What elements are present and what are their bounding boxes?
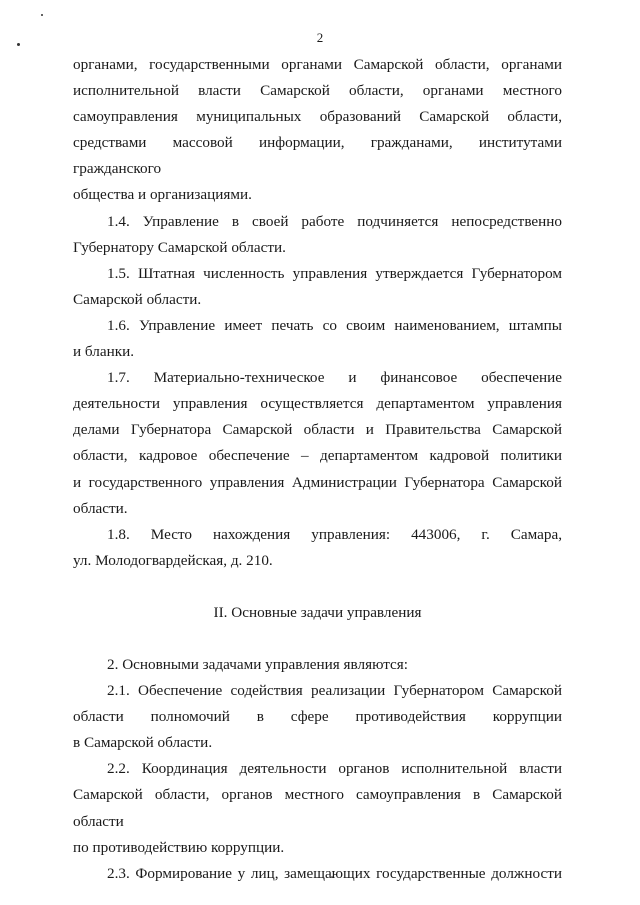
paragraph-2-3 [73, 861, 562, 887]
text-line: Самарской области. [73, 290, 202, 308]
text-line: исполнительной власти Самарской области, органами местного [73, 82, 562, 100]
text-line: самоуправления муниципальных образований Самарской области, [73, 108, 562, 126]
paragraph-continuation [73, 52, 562, 209]
text-line: Самарской области, органов местного самоуправления в Самарской области [73, 786, 562, 830]
text-line: 2.2. Координация деятельности органов исполнительной власти [107, 760, 562, 778]
paragraph-2-2 [73, 756, 562, 860]
text-line: 1.5. Штатная численность управления утверждается Губернатором [107, 264, 562, 282]
text-line: по противодействию коррупции. [73, 838, 285, 856]
paragraph-1-8 [73, 522, 562, 574]
text-line: в Самарской области. [73, 734, 213, 752]
paragraph-2 [73, 652, 562, 678]
document-body [73, 52, 562, 887]
text-line: 1.7. Материально-техническое и финансовое обеспечение [107, 369, 562, 387]
text-line: ул. Молодогвардейская, д. 210. [73, 551, 273, 569]
text-line: деятельности управления осуществляется департаментом управления [73, 395, 562, 413]
paragraph-2-1 [73, 678, 562, 756]
paragraph-1-6 [73, 313, 562, 365]
text-line: области, кадровое обеспечение – департаментом кадровой политики [73, 447, 562, 465]
text-line: делами Губернатора Самарской области и Правительства Самарской [73, 421, 562, 439]
text-line: общества и организациями. [73, 186, 252, 204]
section-heading: II. Основные задачи управления [213, 603, 422, 621]
paragraph-1-5 [73, 261, 562, 313]
text-line: и государственного управления Администрации Губернатора Самарской [73, 473, 562, 491]
text-line: 1.6. Управление имеет печать со своим наименованием, штампы [107, 316, 562, 334]
text-line: и бланки. [73, 343, 135, 361]
text-line: Губернатору Самарской области. [73, 238, 286, 256]
text-line: 2. Основными задачами управления являются: [107, 655, 408, 673]
text-line: 2.1. Обеспечение содействия реализации Губернатором Самарской [107, 682, 562, 700]
text-line: области полномочий в сфере противодействия коррупции [73, 708, 562, 726]
text-line: 1.4. Управление в своей работе подчиняется непосредственно [107, 212, 562, 230]
text-line: 1.8. Место нахождения управления: 443006, г. Самара, [107, 525, 562, 543]
scan-speck [41, 14, 43, 16]
text-line: органами, государственными органами Самарской области, органами [73, 56, 562, 73]
text-line: средствами массовой информации, гражданами, институтами гражданского [73, 134, 562, 178]
scan-speck [17, 43, 20, 46]
paragraph-1-4 [73, 209, 562, 261]
text-line: области. [73, 499, 128, 517]
paragraph-1-7 [73, 365, 562, 522]
text-line: 2.3. Формирование у лиц, замещающих государственные должности [107, 864, 562, 882]
page-number: 2 [316, 30, 324, 45]
